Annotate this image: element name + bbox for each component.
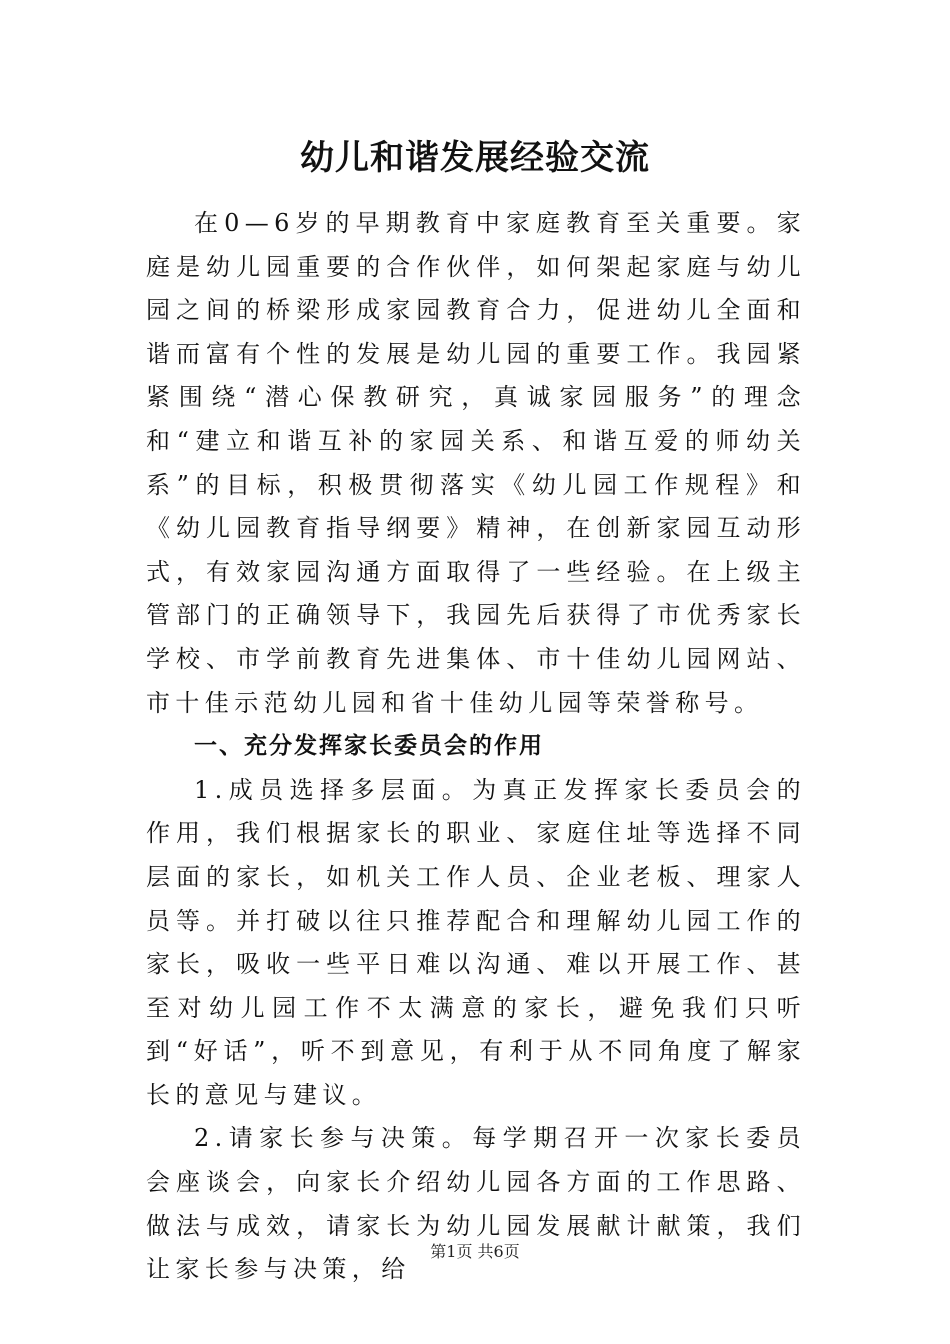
item-paragraph-1: 1.成员选择多层面。为真正发挥家长委员会的作用，我们根据家长的职业、家庭住址等选择不同层面的家长，如机关工作人员、企业老板、理家人员等。并打破以往只推荐配合和理解幼儿园工作的家长，吸收一些平日难以沟通、难以开展工作、甚至对幼儿园工作不太满意的家长，避免我们只听到“好话”，听不到意见，有利于从不同角度了解家长的意见与建议。 — [146, 775, 806, 1109]
intro-paragraph: 在0—6岁的早期教育中家庭教育至关重要。家庭是幼儿园重要的合作伙伴，如何架起家庭与幼儿园之间的桥梁形成家园教育合力，促进幼儿全面和谐而富有个性的发展是幼儿园的重要工作。我园紧紧围绕“潜心保教研究，真诚家园服务”的理念和“建立和谐互补的家园关系、和谐互爱的师幼关系”的目标，积极贯彻落实《幼儿园工作规程》和《幼儿园教育指导纲要》精神，在创新家园互动形式，有效家园沟通方面取得了一些经验。在上级主管部门的正确领导下，我园先后获得了市优秀家长学校、市学前教育先进集体、市十佳幼儿园网站、市十佳示范幼儿园和省十佳幼儿园等荣誉称号。 — [146, 209, 806, 717]
item-paragraph-2: 2.请家长参与决策。每学期召开一次家长委员会座谈会，向家长介绍幼儿园各方面的工作思路、做法与成效，请家长为幼儿园发展献计献策，我们让家长参与决策，给 — [146, 1124, 806, 1284]
document-title: 幼儿和谐发展经验交流 — [300, 138, 650, 178]
document-body — [146, 202, 806, 1292]
section-heading: 一、充分发挥家长委员会的作用 — [194, 733, 544, 760]
page-footer: 第1页 共6页 — [430, 1242, 520, 1261]
